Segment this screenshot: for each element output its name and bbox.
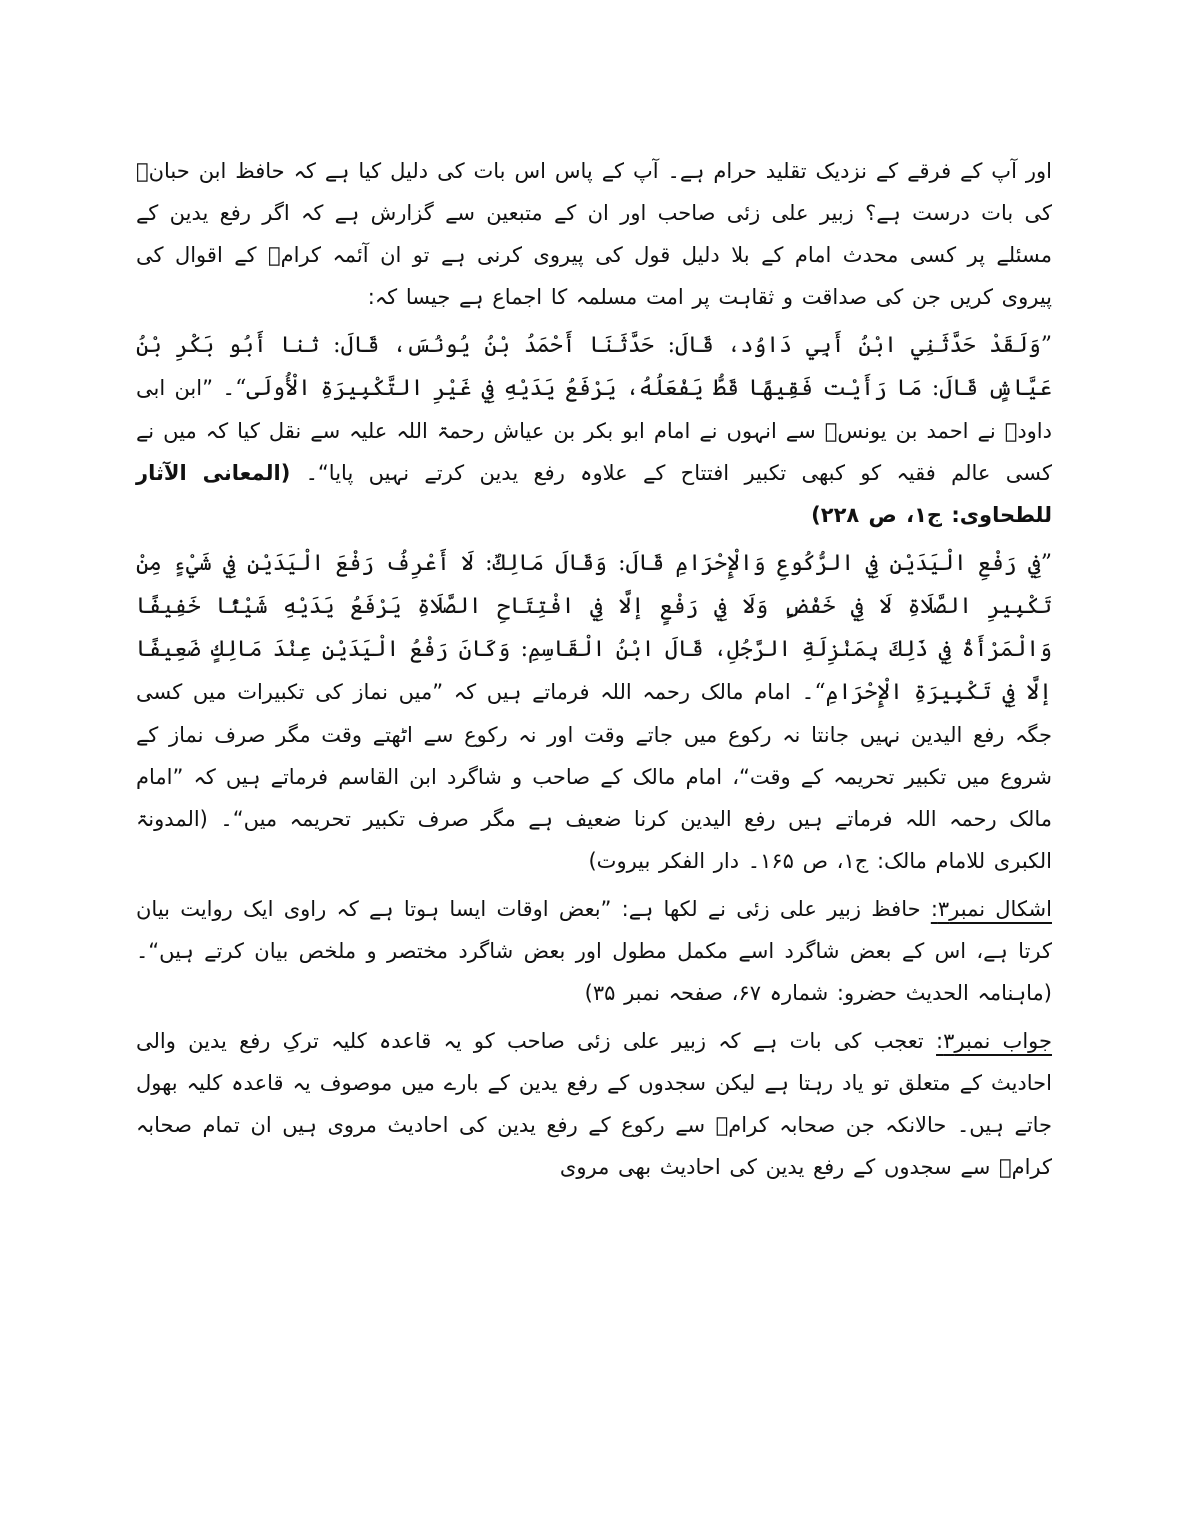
paragraph-intro (136, 150, 1052, 318)
paragraph-objection-3 (136, 888, 1052, 1014)
citation-tahawi: (المعانی الآثار للطحاوی: ج۱، ص ۲۲۸) (136, 461, 1052, 527)
paragraph-intro-text: اور آپ کے فرقے کے نزدیک تقلید حرام ہے۔ آپ کے پاس اس بات کی دلیل کیا ہے کہ حافظ ابن حبانؒ کی بات درست ہے؟ زبیر علی زئی صاحب اور ان کے متبعین سے گزارش ہے کہ اگر رفع یدین کے مسئلے پر کسی محدث امام کے بلا دلیل قول کی پیروی کرنی ہے تو ان آئمہ کرامؒ کے اقوال کی پیروی کریں جن کی صداقت و ثقاہت پر امت مسلمہ کا اجماع ہے جیسا کہ: (136, 159, 1052, 309)
arabic-hadith-text: ”وَلَقَدْ حَدَّثَنِي ابْنُ أَبِي دَاوُد، قَالَ: حَدَّثَنَا أَحْمَدُ بْنُ يُونُسَ، قَالَ: ثنا أَبُو بَكْرِ بْنُ عَيَّاشٍ قَالَ: مَا رَأَيْت فَقِيهًا قَطُّ يَفْعَلُهُ، يَرْفَعُ يَدَيْهِ فِي غَيْرِ التَّكْبِيرَةِ الْأُولَى“۔ (136, 333, 1052, 401)
objection-heading: اشکال نمبر۳: (930, 897, 1052, 921)
answer-text: تعجب کی بات ہے کہ زبیر علی زئی صاحب کو یہ قاعدہ کلیہ ترکِ رفع یدین والی احادیث کے متعلق تو یاد رہتا ہے لیکن سجدوں کے رفع یدین کے بارے میں موصوف یہ قاعدہ کلیہ بھول جاتے ہیں۔ حالانکہ جن صحابہ کرامؓ سے رکوع کے رفع یدین کی احادیث مروی ہیں ان تمام صحابہ کرامؓ سے سجدوں کے رفع یدین کی احادیث بھی مروی (136, 1029, 1052, 1179)
urdu-translation: ”ابن ابی داودؒ نے احمد بن یونسؒ سے انہوں نے امام ابو بکر بن عیاش رحمۃ اللہ علیہ سے نقل کیا کہ میں نے کسی عالم فقیہ کو کبھی تکبیر افتتاح کے علاوہ رفع یدین کرتے نہیں پایا“۔ (136, 376, 1052, 485)
answer-heading: جواب نمبر۳: (936, 1029, 1052, 1053)
paragraph-malik-quote (136, 542, 1052, 882)
citation-mudawwana: (المدونۃ الکبری للامام مالک: ج۱، ص ۱۶۵۔ دار الفکر بیروت) (136, 807, 1052, 873)
arabic-mudawwana-text: ”فِي رَفْعِ الْيَدَيْنِ فِي الرُّكُوعِ وَالْإِحْرَامِ قَالَ: وَقَالَ مَالِكٌ: لَا أَعْرِفُ رَفْعَ الْيَدَيْنِ فِي شَيْءٍ مِنْ تَكْبِيرِ الصَّلَاةِ لَا فِي خَفْضٍ وَلَا فِي رَفْعٍ إلَّا فِي افْتِتَاحِ الصَّلَاةِ يَرْفَعُ يَدَيْهِ شَيْئًا خَفِيفًا وَالْمَرْأَةُ فِي ذَلِكَ بِمَنْزِلَةِ الرَّجُلِ، قَالَ ابْنُ الْقَاسِمِ: وَكَانَ رَفْعُ الْيَدَيْنِ عِنْدَ مَالِكٍ ضَعِيفًا إلَّا فِي تَكْبِيرَةِ الْإِحْرَامِ“۔ (136, 551, 1052, 705)
document-page (136, 150, 1052, 1188)
objection-text: حافظ زبیر علی زئی نے لکھا ہے: ”بعض اوقات ایسا ہوتا ہے کہ راوی ایک روایت بیان کرتا ہے، اس کے بعض شاگرد اسے مکمل مطول اور بعض شاگرد مختصر و ملخص بیان کرتے ہیں“۔ (ماہنامہ الحدیث حضرو: شمارہ ۶۷، صفحہ نمبر ۳۵) (136, 897, 1052, 1005)
paragraph-abu-bakr-quote (136, 324, 1052, 536)
urdu-translation: امام مالک رحمہ اللہ فرماتے ہیں کہ ”میں نماز کی تکبیرات میں کسی جگہ رفع الیدین نہیں جانتا نہ رکوع میں جاتے وقت اور نہ رکوع سے اٹھتے وقت مگر صرف نماز کے شروع میں تکبیر تحریمہ کے وقت“، امام مالک کے صاحب و شاگرد ابن القاسم فرماتے ہیں کہ ”امام مالک رحمہ اللہ فرماتے ہیں رفع الیدین کرنا ضعیف ہے مگر صرف تکبیر تحریمہ میں“۔ (136, 680, 1052, 831)
paragraph-answer-3 (136, 1020, 1052, 1188)
